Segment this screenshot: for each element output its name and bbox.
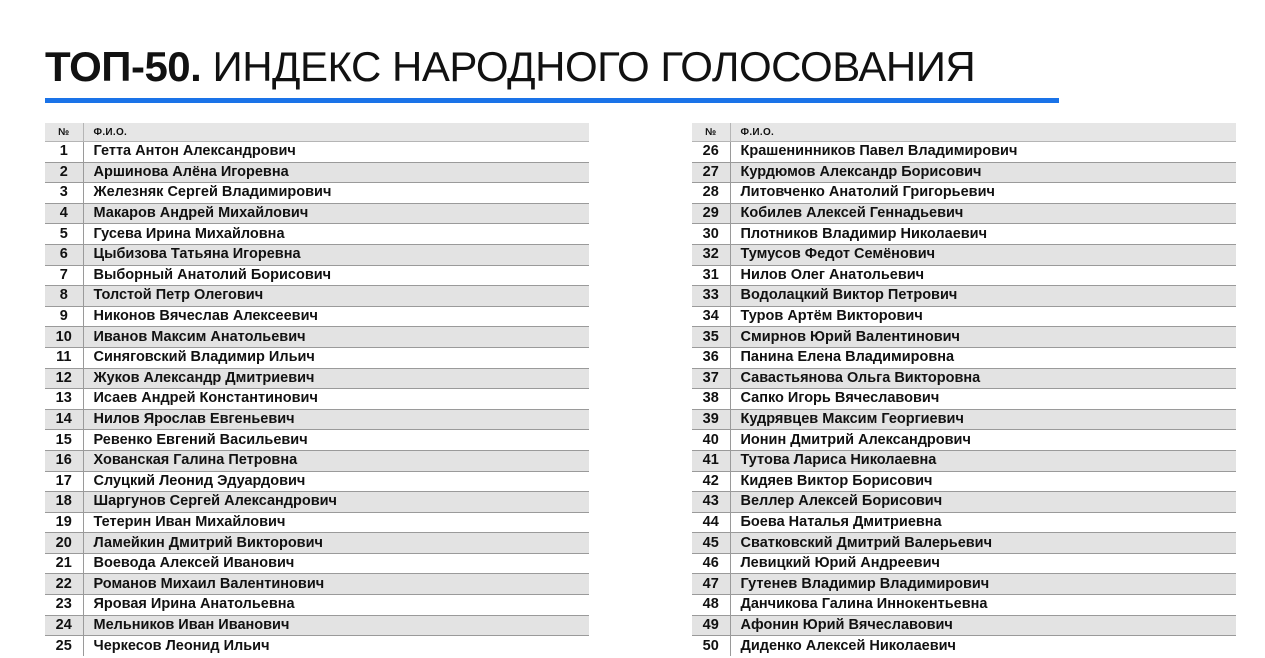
table-row [692,327,1236,348]
table-row [45,533,589,554]
person-name: Воевода Алексей Иванович [83,553,589,574]
table-row [45,162,589,183]
person-name: Панина Елена Владимировна [730,347,1236,368]
table-row [692,347,1236,368]
ranking-table-right [692,123,1236,656]
rank-number: 1 [45,142,83,163]
table-row [45,327,589,348]
person-name: Нилов Ярослав Евгеньевич [83,409,589,430]
table-row [45,368,589,389]
person-name: Данчикова Галина Иннокентьевна [730,595,1236,616]
rank-number: 34 [692,306,730,327]
page-title-rest: ИНДЕКС НАРОДНОГО ГОЛОСОВАНИЯ [212,43,976,90]
person-name: Иванов Максим Анатольевич [83,327,589,348]
person-name: Тумусов Федот Семёнович [730,244,1236,265]
rank-number: 32 [692,244,730,265]
person-name: Нилов Олег Анатольевич [730,265,1236,286]
person-name: Кобилев Алексей Геннадьевич [730,203,1236,224]
table-row [45,574,589,595]
rank-number: 10 [45,327,83,348]
rank-number: 40 [692,430,730,451]
rank-number: 44 [692,512,730,533]
column-header-name: Ф.И.О. [730,123,1236,142]
person-name: Ламейкин Дмитрий Викторович [83,533,589,554]
page-title-lead: ТОП-50. [45,43,202,90]
person-name: Смирнов Юрий Валентинович [730,327,1236,348]
rank-number: 27 [692,162,730,183]
person-name: Сапко Игорь Вячеславович [730,389,1236,410]
table-row [692,574,1236,595]
table-row [692,286,1236,307]
person-name: Черкесов Леонид Ильич [93,637,270,654]
rank-number: 4 [45,203,83,224]
person-name: Боева Наталья Дмитриевна [730,512,1236,533]
table-header-row [45,123,589,142]
table-row [45,224,589,245]
rank-number: 19 [45,512,83,533]
ranking-table-left-body [45,142,589,656]
rank-number: 25 [45,636,83,656]
rank-number: 41 [692,450,730,471]
person-name: Выборный Анатолий Борисович [83,265,589,286]
table-row [692,265,1236,286]
person-name: Слуцкий Леонид Эдуардович [83,471,589,492]
table-row [692,533,1236,554]
table-row [45,595,589,616]
rank-number: 30 [692,224,730,245]
person-name: Литовченко Анатолий Григорьевич [730,183,1236,204]
rank-number: 20 [45,533,83,554]
table-row [45,286,589,307]
rank-number: 14 [45,409,83,430]
person-name: Ионин Дмитрий Александрович [730,430,1236,451]
rank-number: 47 [692,574,730,595]
ranking-table-right-body [692,142,1236,656]
rank-number: 42 [692,471,730,492]
rank-number: 2 [45,162,83,183]
rank-number: 28 [692,183,730,204]
rank-number: 21 [45,553,83,574]
rank-number: 13 [45,389,83,410]
person-name: Мельников Иван Иванович [83,615,589,636]
person-name: Левицкий Юрий Андреевич [730,553,1236,574]
rank-number: 15 [45,430,83,451]
rank-number: 24 [45,615,83,636]
table-row [45,636,589,656]
person-name: Романов Михаил Валентинович [83,574,589,595]
table-row [692,183,1236,204]
person-name: Никонов Вячеслав Алексеевич [83,306,589,327]
rank-number: 45 [692,533,730,554]
table-row [45,492,589,513]
person-name: Железняк Сергей Владимирович [83,183,589,204]
rank-number: 33 [692,286,730,307]
table-row [692,142,1236,163]
person-name: Тутова Лариса Николаевна [730,450,1236,471]
rank-number: 43 [692,492,730,513]
title-underline [45,98,1059,103]
table-row [692,244,1236,265]
column-header-name: Ф.И.О. [83,123,589,142]
person-name: Веллер Алексей Борисович [730,492,1236,513]
person-name: Кудрявцев Максим Георгиевич [730,409,1236,430]
table-row [692,615,1236,636]
rank-number: 18 [45,492,83,513]
rank-number: 16 [45,450,83,471]
person-name: Цыбизова Татьяна Игоревна [83,244,589,265]
rank-number: 23 [45,595,83,616]
table-row [45,553,589,574]
person-name: Шаргунов Сергей Александрович [83,492,589,513]
person-name: Диденко Алексей Николаевич [740,637,956,654]
table-row [45,142,589,163]
person-name: Плотников Владимир Николаевич [730,224,1236,245]
rank-number: 46 [692,553,730,574]
table-row [692,471,1236,492]
person-name: Курдюмов Александр Борисович [730,162,1236,183]
person-name: Крашенинников Павел Владимирович [730,142,1236,163]
person-name: Толстой Петр Олегович [83,286,589,307]
rank-number: 3 [45,183,83,204]
person-name: Ревенко Евгений Васильевич [83,430,589,451]
table-row [45,306,589,327]
rank-number: 17 [45,471,83,492]
table-row [692,636,1236,656]
table-row [45,347,589,368]
person-name: Гутенев Владимир Владимирович [730,574,1236,595]
table-row [45,471,589,492]
rank-number: 8 [45,286,83,307]
person-name: Яровая Ирина Анатольевна [83,595,589,616]
column-header-number: № [692,123,730,142]
table-row [692,368,1236,389]
ranking-table-left [45,123,589,656]
rank-number: 5 [45,224,83,245]
person-name: Туров Артём Викторович [730,306,1236,327]
table-row [692,595,1236,616]
person-name: Афонин Юрий Вячеславович [730,615,1236,636]
column-header-number: № [45,123,83,142]
page-title [45,38,975,96]
table-row [692,553,1236,574]
person-name: Макаров Андрей Михайлович [83,203,589,224]
table-row [692,492,1236,513]
person-name: Синяговский Владимир Ильич [83,347,589,368]
table-row [45,409,589,430]
rank-number: 50 [692,636,730,656]
rank-number: 31 [692,265,730,286]
rank-number: 22 [45,574,83,595]
table-row [45,615,589,636]
person-name: Исаев Андрей Константинович [83,389,589,410]
table-row [45,450,589,471]
rank-number: 38 [692,389,730,410]
table-row [692,306,1236,327]
person-name: Хованская Галина Петровна [83,450,589,471]
person-name: Гусева Ирина Михайловна [83,224,589,245]
person-name: Сватковский Дмитрий Валерьевич [730,533,1236,554]
table-row [45,430,589,451]
rank-number: 7 [45,265,83,286]
table-row [45,203,589,224]
table-row [692,224,1236,245]
rank-number: 12 [45,368,83,389]
rank-number: 48 [692,595,730,616]
rank-number: 9 [45,306,83,327]
rank-number: 39 [692,409,730,430]
table-header-row [692,123,1236,142]
table-row [692,162,1236,183]
table-row [45,183,589,204]
table-row [45,512,589,533]
person-name: Гетта Антон Александрович [83,142,589,163]
table-row [692,430,1236,451]
person-name: Кидяев Виктор Борисович [730,471,1236,492]
rank-number: 36 [692,347,730,368]
person-name: Тетерин Иван Михайлович [83,512,589,533]
table-row [692,512,1236,533]
person-name: Савастьянова Ольга Викторовна [730,368,1236,389]
rank-number: 37 [692,368,730,389]
rank-number: 11 [45,347,83,368]
table-row [45,244,589,265]
table-row [692,450,1236,471]
table-row [45,265,589,286]
table-row [692,389,1236,410]
table-row [692,409,1236,430]
rank-number: 35 [692,327,730,348]
rank-number: 29 [692,203,730,224]
rank-number: 6 [45,244,83,265]
table-row [692,203,1236,224]
table-row [45,389,589,410]
person-name: Водолацкий Виктор Петрович [730,286,1236,307]
rank-number: 26 [692,142,730,163]
rank-number: 49 [692,615,730,636]
person-name: Жуков Александр Дмитриевич [83,368,589,389]
person-name: Аршинова Алёна Игоревна [83,162,589,183]
